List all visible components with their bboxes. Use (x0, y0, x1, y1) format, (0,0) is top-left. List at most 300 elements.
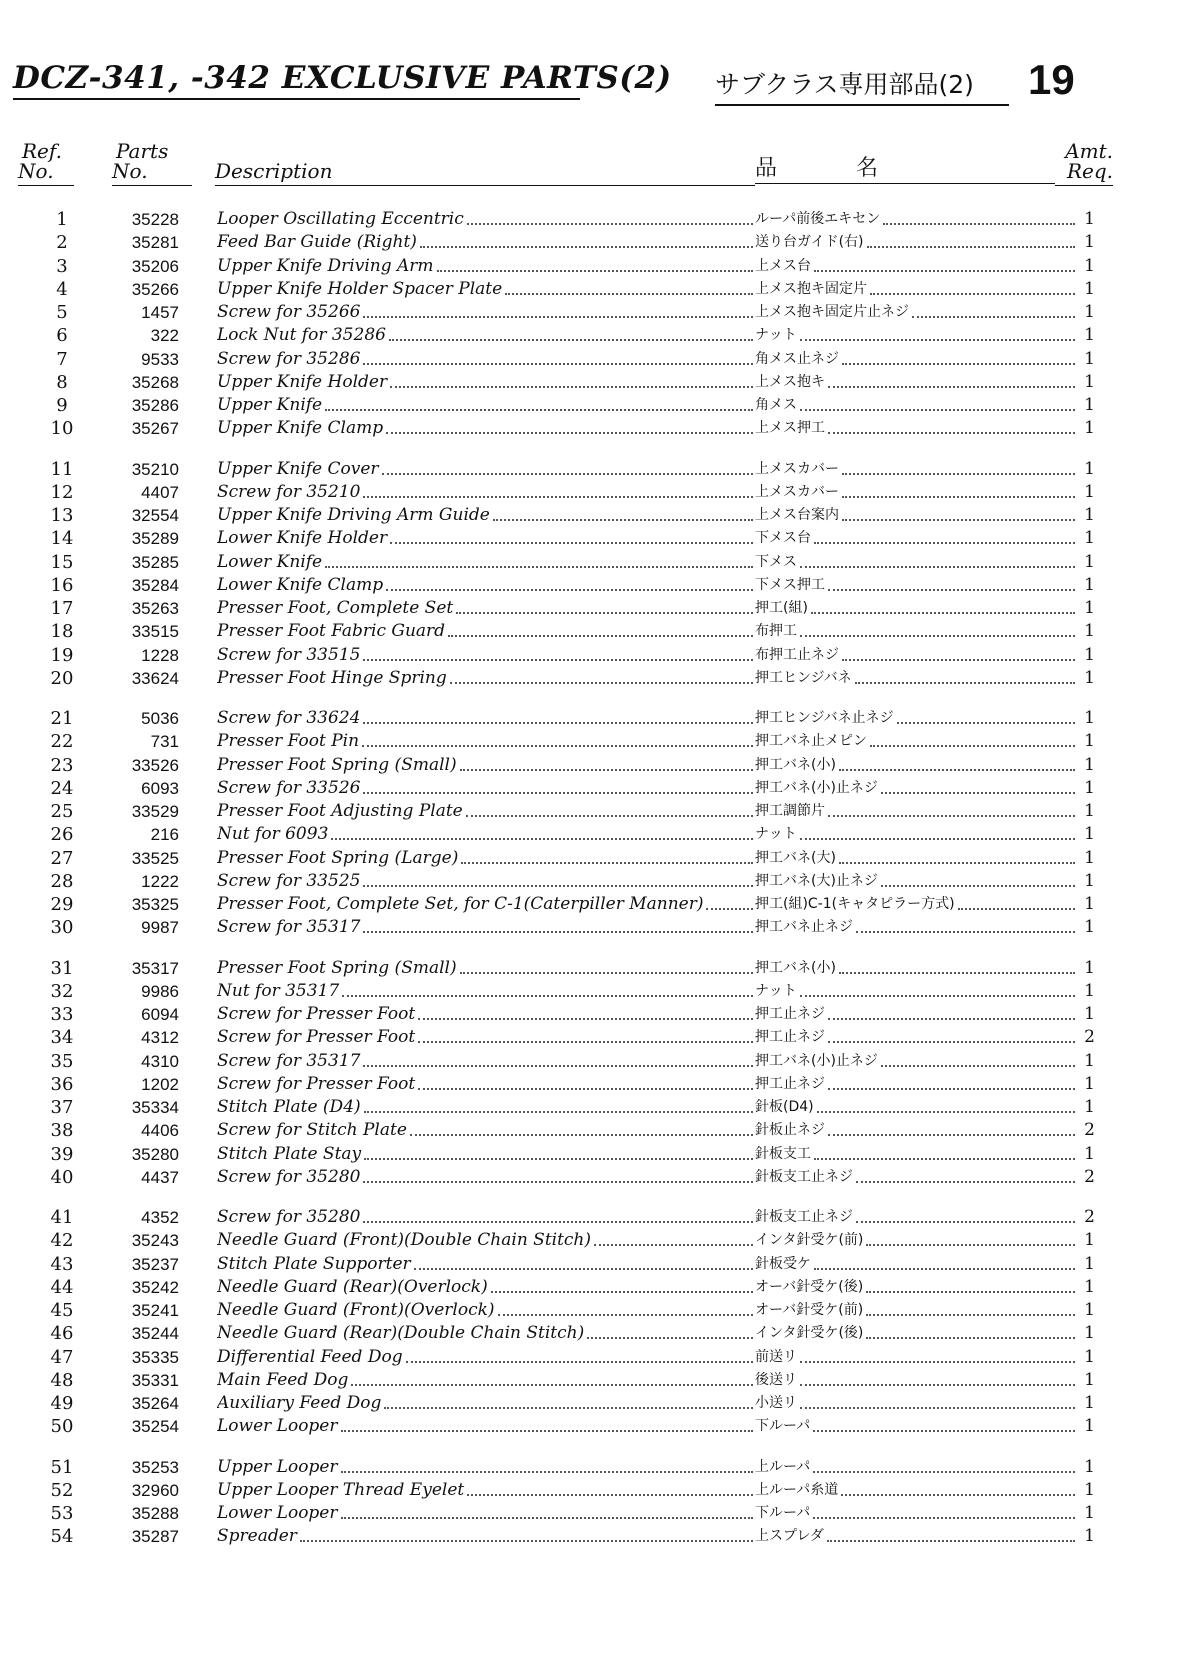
part-description: Upper Knife Clamp (217, 418, 384, 439)
description-line (217, 870, 1077, 893)
dot-leader (706, 908, 753, 910)
part-name-jp: 上メスカバー (755, 460, 839, 477)
page-title-jp: サブクラス専用部品(2) (715, 70, 974, 99)
amount-required: 1 (1084, 1276, 1095, 1297)
table-row (0, 348, 1186, 371)
dot-leader (461, 862, 753, 864)
part-description: Main Feed Dog (217, 1369, 349, 1390)
dot-leader (505, 293, 753, 295)
description-line (217, 551, 1077, 574)
dot-leader (828, 1041, 1075, 1043)
part-number: 35335 (131, 1347, 179, 1367)
table-row (0, 1003, 1186, 1026)
part-number: 35243 (131, 1231, 179, 1251)
amount-required: 1 (1084, 528, 1095, 549)
amount-required: 1 (1084, 644, 1095, 665)
dot-leader (800, 339, 1075, 341)
dot-leader (828, 1088, 1075, 1090)
ref-number: 31 (50, 957, 74, 979)
amount-required: 1 (1084, 255, 1095, 276)
ref-number: 12 (50, 481, 74, 503)
part-name-jp: 後送リ (755, 1371, 797, 1388)
part-description: Upper Knife Driving Arm Guide (217, 505, 490, 525)
table-row (0, 1392, 1186, 1415)
part-number: 35267 (131, 419, 179, 439)
part-name-jp: 下ルーパ (755, 1505, 811, 1521)
part-description: Upper Knife Cover (217, 458, 379, 479)
part-description: Lower Knife Holder (217, 528, 388, 549)
table-row (0, 980, 1186, 1003)
description-line (217, 1392, 1077, 1415)
part-number: 1457 (141, 303, 179, 322)
amount-required: 1 (1084, 870, 1095, 891)
part-number: 33526 (131, 755, 179, 775)
ref-number: 49 (50, 1393, 74, 1414)
table-row (0, 777, 1186, 800)
table-row (0, 644, 1186, 667)
description-line (217, 301, 1077, 324)
table-row (0, 847, 1186, 870)
amount-required: 1 (1084, 1143, 1095, 1164)
dot-leader (382, 473, 753, 475)
part-description: Presser Foot Adjusting Plate (217, 801, 463, 821)
part-description: Screw for 35286 (217, 348, 361, 369)
part-number: 1202 (141, 1074, 179, 1094)
dot-leader (456, 612, 753, 614)
part-description: Lock Nut for 35286 (217, 325, 386, 346)
description-line (217, 916, 1077, 939)
description-line (217, 348, 1077, 371)
part-name-jp: 上メス抱キ (755, 373, 825, 390)
description-line (217, 957, 1077, 980)
part-number: 35331 (131, 1370, 179, 1390)
dot-leader (351, 1384, 753, 1386)
part-number: 33529 (131, 802, 179, 821)
part-name-jp: 上メス台 (755, 257, 811, 274)
amount-required: 1 (1084, 1253, 1095, 1274)
amount-required: 2 (1084, 1207, 1095, 1227)
part-name-jp: 押工バネ(大) (755, 849, 836, 866)
part-description: Upper Knife (217, 395, 323, 415)
part-description: Stitch Plate Stay (217, 1143, 362, 1164)
dot-leader (855, 682, 1075, 684)
amount-required: 2 (1084, 1166, 1095, 1187)
part-number: 4310 (141, 1051, 179, 1071)
ref-number: 45 (50, 1300, 74, 1321)
dot-leader (897, 722, 1075, 724)
dot-leader (418, 1018, 753, 1020)
part-number: 33515 (131, 622, 179, 642)
part-name-jp: 上スプレダ (755, 1528, 824, 1545)
amount-required: 1 (1084, 1369, 1095, 1390)
description-line (217, 823, 1077, 846)
ref-number: 17 (50, 598, 74, 619)
dot-leader (881, 792, 1075, 794)
page-number: 19 (1028, 56, 1075, 103)
description-line (217, 504, 1077, 527)
part-description: Presser Foot Spring (Small) (217, 957, 457, 978)
description-line (217, 730, 1077, 753)
dot-leader (491, 1291, 753, 1293)
dot-leader (364, 1111, 753, 1113)
amount-required: 1 (1084, 1050, 1095, 1071)
part-number: 35334 (131, 1098, 179, 1117)
table-row (0, 957, 1186, 980)
dot-leader (856, 931, 1075, 933)
table-row (0, 1206, 1186, 1229)
ref-number: 18 (50, 621, 74, 643)
table-row (0, 1143, 1186, 1166)
table-row (0, 1276, 1186, 1299)
ref-number: 7 (56, 348, 68, 370)
part-number: 5036 (141, 709, 179, 728)
col-parts-line2: No. (112, 161, 192, 186)
amount-required: 1 (1084, 621, 1095, 642)
part-name-jp: 上メスカバー (755, 483, 839, 500)
dot-leader (341, 1471, 753, 1473)
amount-required: 1 (1084, 667, 1095, 688)
part-number: 4437 (141, 1167, 179, 1187)
dot-leader (866, 1337, 1075, 1339)
dot-leader (363, 885, 753, 887)
table-row (0, 324, 1186, 347)
ref-number: 33 (50, 1004, 74, 1025)
dot-leader (813, 1471, 1075, 1473)
description-line (217, 1276, 1077, 1299)
part-name-jp: 上メス台案内 (755, 507, 839, 523)
part-description: Lower Looper (217, 1503, 338, 1523)
dot-leader (418, 1041, 753, 1043)
table-row (0, 1253, 1186, 1276)
description-line (217, 644, 1077, 667)
amount-required: 1 (1084, 1456, 1095, 1477)
table-row (0, 1525, 1186, 1548)
dot-leader (362, 745, 753, 747)
part-number: 731 (150, 732, 179, 752)
amount-required: 1 (1084, 371, 1095, 392)
description-line (217, 231, 1077, 254)
table-row (0, 1322, 1186, 1345)
table-row (0, 1502, 1186, 1525)
col-ref-line2: No. (18, 161, 74, 186)
part-description: Screw for 33525 (217, 870, 361, 891)
col-parts-line1: Parts (116, 139, 169, 163)
part-description: Differential Feed Dog (217, 1346, 403, 1367)
part-number: 9986 (141, 981, 179, 1001)
part-description: Looper Oscillating Eccentric (217, 209, 464, 229)
description-line (217, 667, 1077, 690)
dot-leader (800, 409, 1075, 411)
part-description: Screw for 33515 (217, 644, 361, 665)
amount-required: 1 (1084, 1097, 1095, 1117)
part-name-jp: インタ針受ケ(後) (755, 1325, 864, 1342)
dot-leader (390, 542, 753, 544)
amount-required: 1 (1084, 418, 1095, 439)
table-row (0, 1050, 1186, 1073)
table-row (0, 504, 1186, 527)
amount-required: 1 (1084, 1416, 1095, 1437)
part-description: Presser Foot Pin (217, 731, 360, 752)
ref-number: 23 (50, 754, 74, 776)
amount-required: 1 (1084, 1323, 1095, 1344)
table-row (0, 1415, 1186, 1438)
part-name-jp: 押工バネ止ネジ (755, 919, 853, 936)
part-name-jp: 押工バネ(大)止ネジ (755, 872, 878, 889)
part-number: 4407 (141, 482, 179, 502)
description-line (217, 1502, 1077, 1525)
dot-leader (811, 612, 1075, 614)
description-line (217, 1206, 1077, 1229)
description-line (217, 1415, 1077, 1438)
ref-number: 36 (50, 1073, 74, 1095)
description-line (217, 1003, 1077, 1026)
ref-number: 15 (50, 551, 74, 573)
table-row (0, 1369, 1186, 1392)
part-name-jp: オーバ針受ケ(前) (755, 1302, 864, 1318)
part-name-jp: 上ルーパ糸道 (755, 1481, 839, 1498)
part-name-jp: 上メス抱キ固定片止ネジ (755, 304, 909, 320)
dot-leader (828, 386, 1075, 388)
dot-leader (870, 745, 1075, 747)
description-line (217, 394, 1077, 417)
part-number: 35263 (131, 599, 179, 618)
amount-required: 1 (1084, 1393, 1095, 1413)
table-row (0, 893, 1186, 916)
part-description: Needle Guard (Rear)(Overlock) (217, 1276, 488, 1297)
dot-leader (498, 1314, 753, 1316)
part-number: 33525 (131, 848, 179, 868)
part-description: Lower Knife Clamp (217, 574, 384, 595)
part-number: 35264 (131, 1394, 179, 1413)
dot-leader (450, 682, 753, 684)
ref-number: 24 (50, 777, 74, 799)
part-number: 35280 (131, 1144, 179, 1164)
dot-leader (363, 722, 753, 724)
part-number: 33624 (131, 668, 179, 688)
amount-required: 2 (1084, 1027, 1095, 1048)
part-name-jp: ナット (755, 327, 797, 344)
part-name-jp: 押工止ネジ (755, 1006, 825, 1022)
part-name-jp: 布押工 (755, 623, 797, 640)
dot-leader (363, 931, 753, 933)
ref-number: 22 (50, 731, 74, 753)
description-line (217, 1026, 1077, 1049)
dot-leader (414, 1268, 753, 1270)
part-name-jp: 押工止ネジ (755, 1029, 825, 1046)
part-number: 35285 (131, 552, 179, 572)
part-number: 35317 (131, 958, 179, 978)
amount-required: 1 (1084, 894, 1095, 914)
amount-required: 1 (1084, 395, 1095, 415)
amount-required: 1 (1084, 348, 1095, 369)
dot-leader (828, 589, 1075, 591)
table-row (0, 417, 1186, 440)
col-name-jp-2: 名 (856, 156, 879, 181)
table-row (0, 458, 1186, 481)
amount-required: 1 (1084, 777, 1095, 798)
part-description: Screw for 35280 (217, 1207, 361, 1227)
dot-leader (817, 1111, 1075, 1113)
dot-leader (437, 270, 753, 272)
amount-required: 1 (1084, 232, 1095, 253)
dot-leader (870, 293, 1075, 295)
table-row (0, 754, 1186, 777)
amount-required: 1 (1084, 801, 1095, 821)
ref-number: 8 (56, 371, 68, 393)
ref-number: 3 (56, 255, 68, 277)
part-name-jp: 上ルーパ (755, 1458, 811, 1475)
dot-leader (828, 432, 1075, 434)
part-description: Needle Guard (Front)(Double Chain Stitch) (217, 1230, 592, 1251)
dot-leader (839, 769, 1075, 771)
dot-leader (839, 972, 1075, 974)
description-line (217, 1143, 1077, 1166)
part-description: Needle Guard (Front)(Overlock) (217, 1300, 495, 1320)
part-description: Needle Guard (Rear)(Double Chain Stitch) (217, 1323, 585, 1344)
table-row (0, 574, 1186, 597)
part-number: 35288 (131, 1504, 179, 1523)
table-row (0, 1299, 1186, 1322)
table-row (0, 231, 1186, 254)
dot-leader (363, 1181, 753, 1183)
dot-leader (856, 1181, 1075, 1183)
part-name-jp: 押工調節片 (755, 803, 825, 819)
ref-number: 34 (50, 1027, 74, 1049)
part-description: Lower Knife (217, 551, 323, 572)
dot-leader (842, 519, 1075, 521)
part-description: Screw for 35317 (217, 917, 361, 938)
amount-required: 1 (1084, 847, 1095, 868)
description-line (217, 1525, 1077, 1548)
dot-leader (493, 519, 753, 521)
part-description: Spreader (217, 1526, 297, 1547)
dot-leader (341, 1517, 754, 1519)
amount-required: 1 (1084, 1503, 1095, 1523)
dot-leader (467, 223, 753, 225)
page-title: DCZ-341, -342 EXCLUSIVE PARTS(2) (13, 60, 672, 96)
dot-leader (814, 1158, 1075, 1160)
amount-required: 1 (1084, 598, 1095, 618)
amount-required: 1 (1084, 754, 1095, 775)
part-description: Screw for Presser Foot (217, 1073, 416, 1094)
part-description: Auxiliary Feed Dog (217, 1393, 382, 1413)
ref-number: 39 (50, 1143, 74, 1165)
part-name-jp: 下メス台 (755, 530, 811, 547)
col-description: Description (215, 161, 755, 186)
dot-leader (881, 885, 1075, 887)
ref-number: 44 (50, 1276, 74, 1298)
table-row (0, 278, 1186, 301)
dot-leader (363, 659, 753, 661)
part-description: Nut for 6093 (217, 824, 329, 845)
part-name-jp: 上メス抱キ固定片 (755, 280, 867, 297)
part-number: 9987 (141, 918, 179, 938)
part-description: Presser Foot Fabric Guard (217, 621, 446, 642)
description-line (217, 1253, 1077, 1276)
part-name-jp: 押工止ネジ (755, 1075, 825, 1092)
table-row (0, 394, 1186, 417)
table-row (0, 823, 1186, 846)
part-name-jp: 押工バネ止メピン (755, 733, 867, 750)
amount-required: 1 (1084, 824, 1095, 845)
part-number: 4352 (141, 1208, 179, 1227)
description-line (217, 800, 1077, 823)
part-name-jp: ナット (755, 826, 797, 843)
part-description: Upper Knife Holder (217, 371, 388, 392)
part-number: 6093 (141, 778, 179, 798)
part-number: 1222 (141, 871, 179, 891)
table-row (0, 1166, 1186, 1189)
table-row (0, 1479, 1186, 1502)
ref-number: 14 (50, 528, 74, 550)
dot-leader (466, 815, 753, 817)
dot-leader (363, 363, 753, 365)
dot-leader (467, 1494, 753, 1496)
part-number: 32554 (131, 506, 179, 525)
part-number: 6094 (141, 1005, 179, 1024)
part-name-jp: 押工(組) (755, 600, 808, 616)
part-number: 35286 (131, 396, 179, 415)
ref-number: 6 (56, 325, 68, 347)
amount-required: 1 (1084, 1346, 1095, 1367)
table-row (0, 481, 1186, 504)
amount-required: 1 (1084, 1230, 1095, 1251)
dot-leader (594, 1244, 753, 1246)
amount-required: 2 (1084, 1120, 1095, 1141)
dot-leader (827, 1540, 1075, 1542)
part-description: Lower Looper (217, 1416, 338, 1437)
part-number: 35206 (131, 256, 179, 276)
dot-leader (881, 1065, 1075, 1067)
part-number: 35210 (131, 459, 179, 479)
amount-required: 1 (1084, 458, 1095, 479)
ref-number: 25 (50, 801, 74, 822)
part-name-jp: 針板支工 (755, 1145, 811, 1162)
dot-leader (800, 566, 1075, 568)
amount-required: 1 (1084, 551, 1095, 572)
dot-leader (325, 566, 753, 568)
amount-required: 1 (1084, 1300, 1095, 1320)
dot-leader (331, 838, 753, 840)
part-name-jp: 押工(組)C-1(キャタピラー方式) (755, 896, 955, 912)
description-line (217, 458, 1077, 481)
part-description: Screw for 33526 (217, 777, 361, 798)
ref-number: 53 (50, 1503, 74, 1524)
amount-required: 1 (1084, 1004, 1095, 1024)
dot-leader (866, 1314, 1075, 1316)
description-line (217, 1050, 1077, 1073)
ref-number: 30 (50, 917, 74, 939)
part-description: Upper Knife Holder Spacer Plate (217, 278, 503, 299)
part-description: Screw for 33624 (217, 708, 361, 728)
part-number: 35287 (131, 1527, 179, 1547)
part-number: 9533 (141, 349, 179, 369)
part-description: Screw for 35280 (217, 1166, 361, 1187)
part-number: 1228 (141, 645, 179, 665)
table-row (0, 1073, 1186, 1096)
dot-leader (828, 1134, 1075, 1136)
col-ref-line1: Ref. (22, 139, 62, 163)
description-line (217, 481, 1077, 504)
part-number: 216 (150, 825, 179, 845)
description-line (217, 574, 1077, 597)
table-row (0, 1026, 1186, 1049)
ref-number: 54 (50, 1526, 74, 1548)
description-line (217, 1096, 1077, 1119)
amount-required: 1 (1084, 1479, 1095, 1500)
description-line (217, 1369, 1077, 1392)
ref-number: 11 (50, 458, 74, 480)
